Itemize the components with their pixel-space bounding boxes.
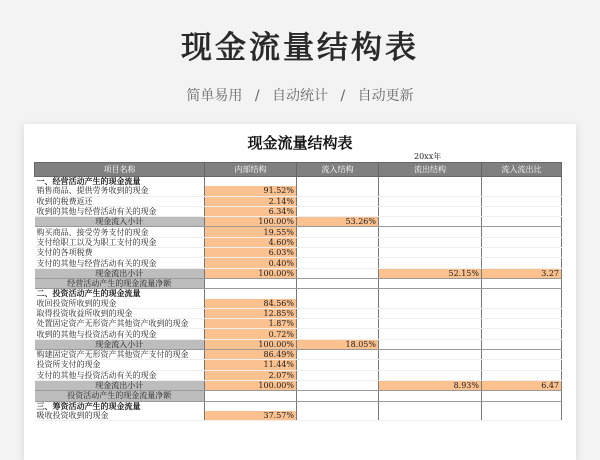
column-header: 内部结构 [205, 163, 297, 177]
value-cell[interactable] [297, 391, 379, 401]
value-cell[interactable] [297, 206, 379, 216]
value-cell[interactable] [379, 329, 482, 339]
value-cell[interactable] [379, 258, 482, 268]
table-row [35, 248, 562, 258]
value-cell[interactable] [297, 319, 379, 329]
value-cell[interactable] [379, 206, 482, 216]
value-cell[interactable] [205, 391, 297, 401]
value-cell[interactable] [379, 319, 482, 329]
value-cell[interactable] [379, 237, 482, 247]
value-cell[interactable]: 6.34% [205, 206, 297, 216]
value-cell[interactable] [482, 206, 562, 216]
value-cell[interactable] [205, 401, 297, 411]
row-label-cell[interactable]: 投资活动产生的现金流量净额 [35, 391, 205, 401]
table-row [35, 177, 562, 187]
value-cell[interactable] [482, 350, 562, 360]
value-cell[interactable] [297, 289, 379, 299]
value-cell[interactable] [297, 329, 379, 339]
value-cell[interactable]: 18.05% [297, 339, 379, 349]
feature-tagline [0, 85, 600, 105]
table-row [35, 278, 562, 288]
value-cell[interactable] [379, 227, 482, 237]
value-cell[interactable] [482, 258, 562, 268]
value-cell[interactable] [482, 248, 562, 258]
spreadsheet-preview [24, 124, 576, 460]
value-cell[interactable] [482, 289, 562, 299]
value-cell[interactable] [379, 248, 482, 258]
value-cell[interactable]: 53.26% [297, 217, 379, 227]
value-cell[interactable] [482, 360, 562, 370]
value-cell[interactable]: 100.00% [205, 339, 297, 349]
value-cell[interactable] [379, 217, 482, 227]
value-cell[interactable]: 86.49% [205, 350, 297, 360]
value-cell[interactable] [379, 360, 482, 370]
row-label-cell[interactable]: 取得投资收益所收到的现金 [35, 308, 205, 318]
value-cell[interactable] [482, 177, 562, 187]
value-cell[interactable] [297, 278, 379, 288]
row-label-cell[interactable]: 处置固定资产无形资产其他资产收到的现金 [35, 319, 205, 329]
value-cell[interactable]: 91.52% [205, 186, 297, 196]
column-header: 项目名称 [35, 163, 205, 177]
feature-auto-update: 自动更新 [357, 88, 414, 104]
value-cell[interactable] [482, 339, 562, 349]
value-cell[interactable] [379, 196, 482, 206]
table-row [35, 308, 562, 318]
table-row [35, 237, 562, 247]
table-row [35, 401, 562, 411]
sheet-title: 现金流量结构表 [247, 134, 353, 152]
table-row [35, 380, 562, 390]
value-cell[interactable]: 84.56% [205, 299, 297, 309]
value-cell[interactable]: 8.93% [379, 380, 482, 390]
row-label-cell[interactable]: 现金流出小计 [35, 380, 205, 390]
table-row [35, 391, 562, 401]
value-cell[interactable]: 52.15% [379, 268, 482, 278]
value-cell[interactable] [379, 308, 482, 318]
column-header: 流入流出比 [482, 163, 562, 177]
value-cell[interactable] [297, 258, 379, 268]
value-cell[interactable] [482, 329, 562, 339]
value-cell[interactable]: 6.03% [205, 248, 297, 258]
value-cell[interactable] [297, 380, 379, 390]
row-label-cell[interactable]: 购买商品、接受劳务支付的现金 [35, 227, 205, 237]
value-cell[interactable] [482, 401, 562, 411]
value-cell[interactable] [482, 299, 562, 309]
row-label-cell[interactable]: 收到的其他与投资活动有关的现金 [35, 329, 205, 339]
value-cell[interactable] [379, 401, 482, 411]
value-cell[interactable] [482, 391, 562, 401]
table-row [35, 268, 562, 278]
value-cell[interactable] [205, 289, 297, 299]
table-row [35, 370, 562, 380]
row-label-cell[interactable]: 销售商品、提供劳务收到的现金 [35, 186, 205, 196]
separator: / [340, 88, 346, 104]
table-row [35, 217, 562, 227]
row-label-cell[interactable]: 收到的其他与经营活动有关的现金 [35, 206, 205, 216]
value-cell[interactable] [379, 370, 482, 380]
cash-flow-table [34, 162, 562, 421]
value-cell[interactable]: 100.00% [205, 268, 297, 278]
value-cell[interactable] [482, 217, 562, 227]
value-cell[interactable] [482, 237, 562, 247]
row-label-cell[interactable]: 投资所支付的现金 [35, 360, 205, 370]
value-cell[interactable]: 0.72% [205, 329, 297, 339]
value-cell[interactable]: 37.57% [205, 411, 297, 421]
separator: / [254, 88, 260, 104]
value-cell[interactable] [205, 278, 297, 288]
value-cell[interactable]: 19.55% [205, 227, 297, 237]
value-cell[interactable] [297, 360, 379, 370]
table-row [35, 299, 562, 309]
value-cell[interactable] [379, 177, 482, 187]
row-label-cell[interactable]: 现金流入小计 [35, 217, 205, 227]
table-row [35, 329, 562, 339]
value-cell[interactable] [297, 268, 379, 278]
value-cell[interactable]: 6.47 [482, 380, 562, 390]
value-cell[interactable] [297, 370, 379, 380]
value-cell[interactable] [297, 308, 379, 318]
column-header: 流入结构 [297, 163, 379, 177]
value-cell[interactable]: 0.40% [205, 258, 297, 268]
value-cell[interactable] [297, 299, 379, 309]
row-label-cell[interactable]: 现金流入小计 [35, 339, 205, 349]
table-row [35, 289, 562, 299]
row-label-cell[interactable]: 现金流出小计 [35, 268, 205, 278]
table-row [35, 258, 562, 268]
value-cell[interactable] [482, 370, 562, 380]
row-label-cell[interactable]: 二、投资活动产生的现金流量 [35, 289, 205, 299]
row-label-cell[interactable]: 经营活动产生的现金流量净额 [35, 278, 205, 288]
row-label-cell[interactable]: 三、筹资活动产生的现金流量 [35, 401, 205, 411]
row-label-cell[interactable]: 支付的其他与经营活动有关的现金 [35, 258, 205, 268]
value-cell[interactable] [297, 237, 379, 247]
value-cell[interactable] [379, 289, 482, 299]
row-label-cell[interactable]: 购建固定资产无形资产其他资产支付的现金 [35, 350, 205, 360]
row-label-cell[interactable]: 一、经营活动产生的现金流量 [35, 177, 205, 187]
value-cell[interactable] [297, 401, 379, 411]
value-cell[interactable] [379, 278, 482, 288]
row-label-cell[interactable]: 收回投资所收到的现金 [35, 299, 205, 309]
table-row [35, 350, 562, 360]
row-label-cell[interactable]: 收到的税费返还 [35, 196, 205, 206]
value-cell[interactable] [379, 350, 482, 360]
value-cell[interactable] [482, 186, 562, 196]
feature-auto-stats: 自动统计 [272, 88, 328, 104]
feature-easy: 简单易用 [186, 88, 243, 104]
value-cell[interactable] [297, 177, 379, 187]
value-cell[interactable] [297, 196, 379, 206]
table-row [35, 339, 562, 349]
row-label-cell[interactable]: 支付的其他与投资活动有关的现金 [35, 370, 205, 380]
value-cell[interactable]: 100.00% [205, 380, 297, 390]
table-row [35, 196, 562, 206]
value-cell[interactable] [297, 248, 379, 258]
row-label-cell[interactable]: 支付给职工以及为职工支付的现金 [35, 237, 205, 247]
value-cell[interactable] [482, 278, 562, 288]
value-cell[interactable] [297, 350, 379, 360]
value-cell[interactable] [297, 411, 379, 421]
value-cell[interactable] [379, 299, 482, 309]
row-label-cell[interactable]: 支付的各项税费 [35, 248, 205, 258]
value-cell[interactable] [482, 319, 562, 329]
table-row [35, 206, 562, 216]
value-cell[interactable]: 2.07% [205, 370, 297, 380]
value-cell[interactable] [482, 196, 562, 206]
table-row [35, 186, 562, 196]
value-cell[interactable] [297, 227, 379, 237]
value-cell[interactable] [379, 339, 482, 349]
value-cell[interactable]: 11.44% [205, 360, 297, 370]
value-cell[interactable]: 2.14% [205, 196, 297, 206]
value-cell[interactable] [379, 411, 482, 421]
value-cell[interactable]: 12.85% [205, 308, 297, 318]
page-title: 现金流量结构表 [181, 30, 419, 66]
value-cell[interactable] [482, 411, 562, 421]
year-label: 20xx年 [414, 152, 442, 161]
value-cell[interactable] [482, 308, 562, 318]
table-row [35, 360, 562, 370]
value-cell[interactable]: 1.87% [205, 319, 297, 329]
value-cell[interactable]: 3.27 [482, 268, 562, 278]
value-cell[interactable] [379, 391, 482, 401]
value-cell[interactable] [482, 227, 562, 237]
table-row [35, 227, 562, 237]
table-header-row [35, 163, 562, 177]
table-row [35, 319, 562, 329]
value-cell[interactable] [297, 186, 379, 196]
value-cell[interactable] [205, 177, 297, 187]
value-cell[interactable] [379, 186, 482, 196]
column-header: 流出结构 [379, 163, 482, 177]
value-cell[interactable]: 100.00% [205, 217, 297, 227]
value-cell[interactable]: 4.60% [205, 237, 297, 247]
table-row [35, 411, 562, 421]
row-label-cell[interactable]: 吸收投资收到的现金 [35, 411, 205, 421]
